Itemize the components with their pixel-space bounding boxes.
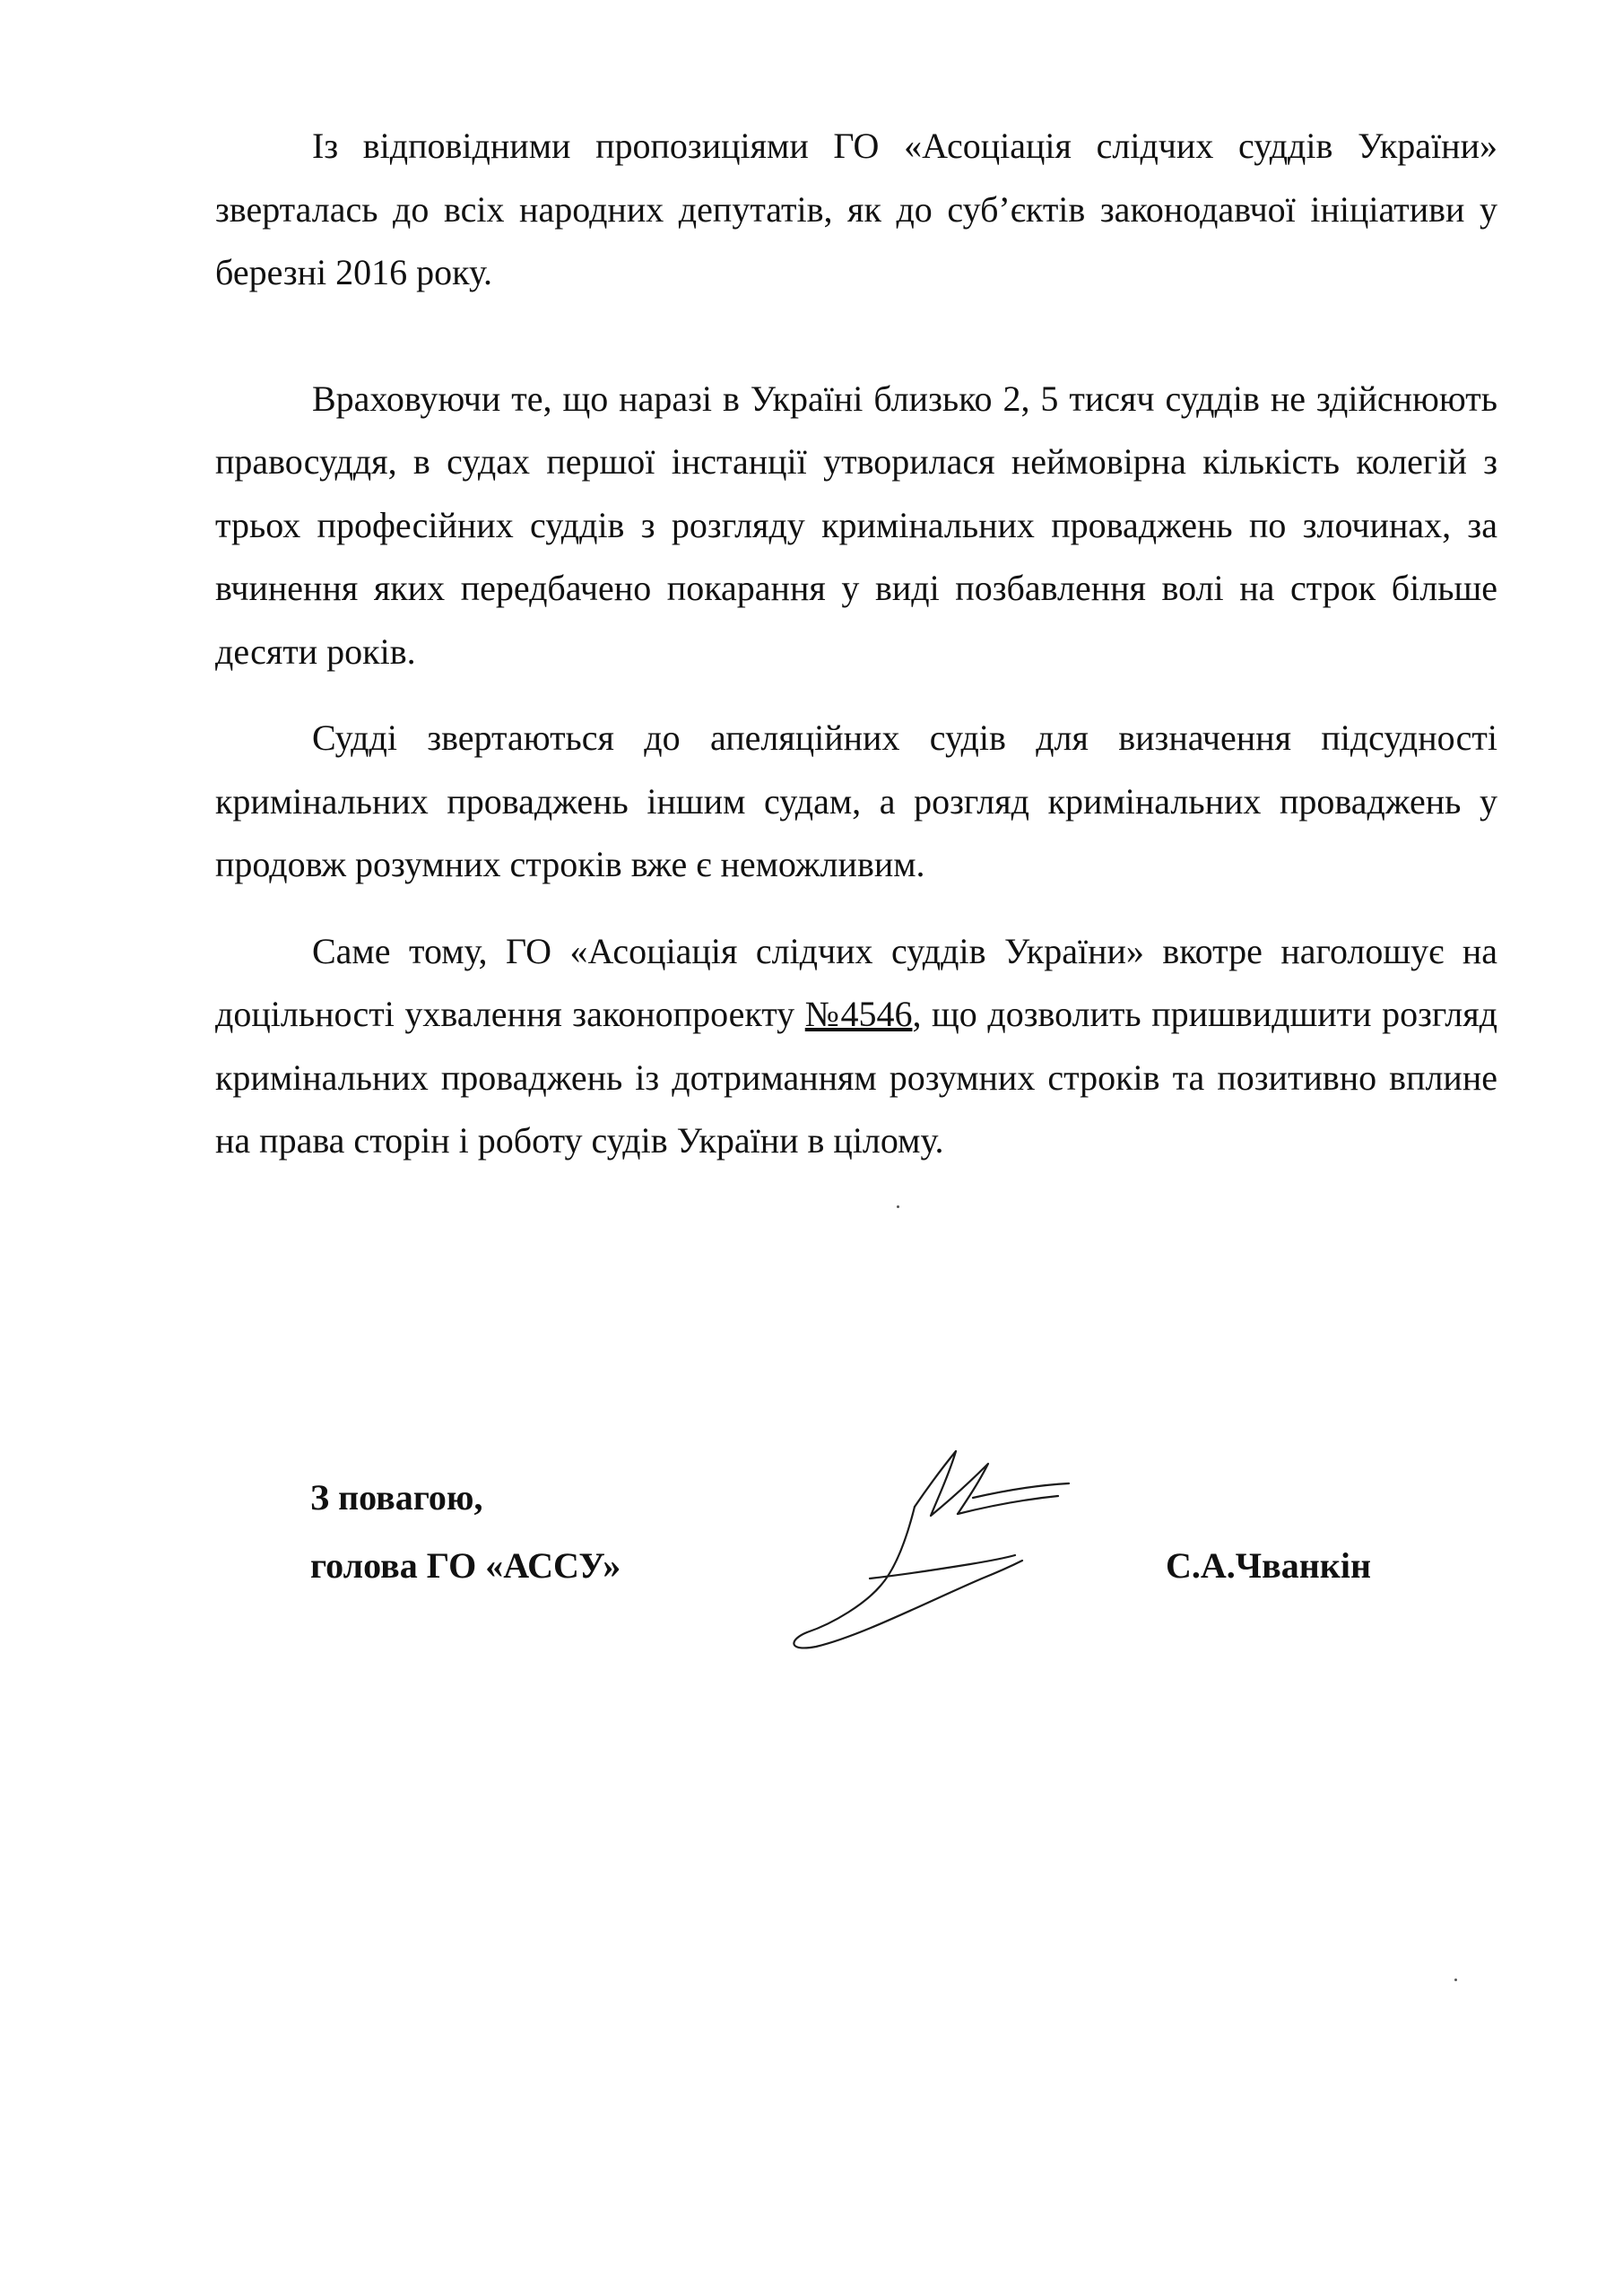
signature-stroke-upper [915, 1451, 988, 1516]
signer-position: голова ГО «АССУ» [310, 1545, 621, 1586]
paragraph-bill-text-before: Саме тому, ГО «Асоціація слідчих суддів України» вкотре наголошує на доцільності ухвалення законопроекту [215, 930, 1497, 1034]
letter-body [215, 115, 1497, 1173]
paragraph-judges-shortage: Враховуючи те, що наразі в Україні близько 2, 5 тисяч суддів не здійснюють правосуддя, в судах першої інстанції утворилася неймовірна кількість колегій з трьох професійних суддів з розгляду кримінальних проваджень по злочинах, за вчинення яких передбачено покарання у виді позбавлення волі на строк більше десяти років. [215, 378, 1497, 672]
closing-block [310, 1464, 621, 1600]
paragraph-bill-support [215, 920, 1497, 1173]
handwritten-signature [780, 1444, 1121, 1668]
salutation: З повагою, [310, 1477, 483, 1518]
paragraph-proposals: Із відповідними пропозиціями ГО «Асоціація слідчих суддів України» зверталась до всіх народних депутатів, як до суб’єктів законодавчої ініціативи у березні 2016 року. [215, 126, 1497, 292]
paragraph-bill-text-after: , що дозволить пришвидшити розгляд кримінальних проваджень із дотриманням розумних строків та позитивно вплине на права сторін і роботу судів України в цілому. [215, 994, 1497, 1161]
scan-speck [1454, 1979, 1457, 1981]
bill-number: №4546 [804, 994, 913, 1034]
signature-stroke-main [794, 1507, 1022, 1648]
signature-stroke-cross [870, 1555, 1015, 1578]
scan-speck [897, 1205, 899, 1208]
signer-name: С.А.Чванкін [1166, 1545, 1371, 1586]
paragraph-appeal-courts: Судді звертаються до апеляційних судів для визначення підсудності кримінальних проваджень іншим судам, а розгляд кримінальних проваджень у продовж розумних строків вже є неможливим. [215, 718, 1497, 884]
